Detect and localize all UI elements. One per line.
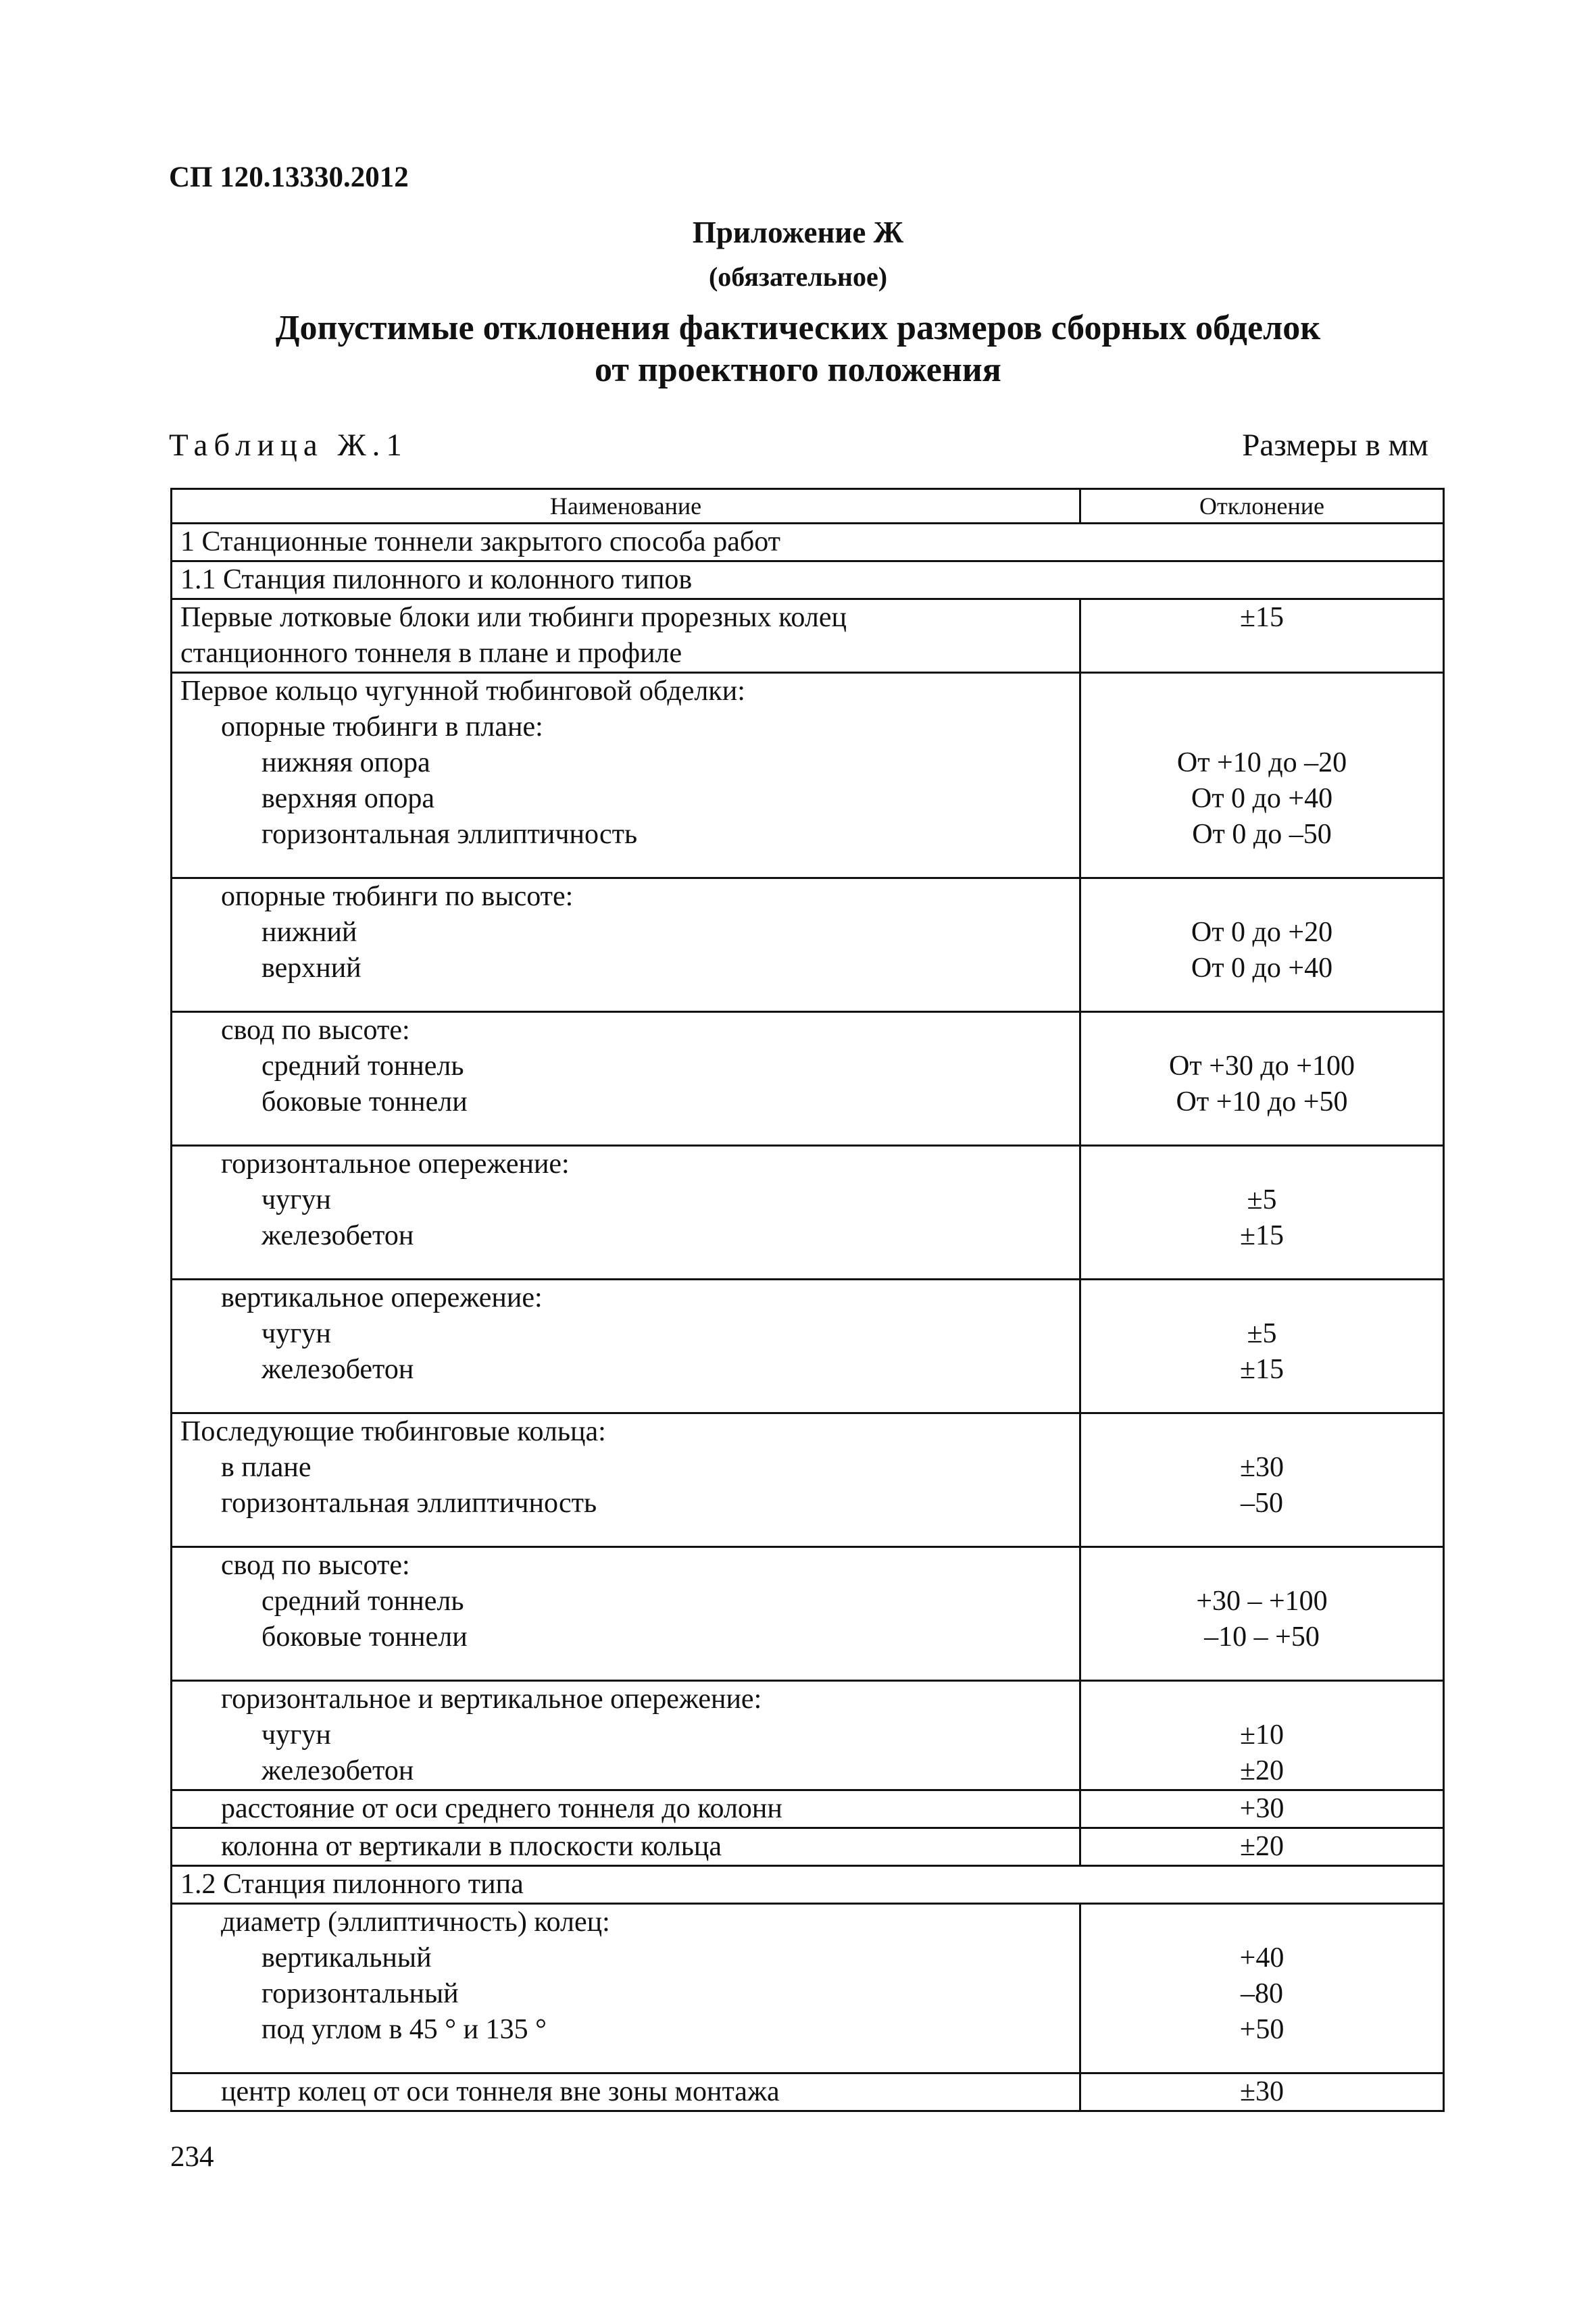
row-name: расстояние от оси среднего тоннеля до колонн (221, 1793, 782, 1824)
page-number: 234 (170, 2141, 214, 2173)
table-row (172, 877, 1443, 1011)
row-name: боковые тоннели (261, 1621, 468, 1653)
row-value: –10 – +50 (1204, 1621, 1320, 1653)
row-value: ±20 (1239, 1831, 1285, 1862)
row-subheading: опорные тюбинги по высоте: (221, 881, 574, 912)
row-subheading: свод по высоте: (221, 1550, 410, 1581)
row-name: Первые лотковые блоки или тюбинги прорезных колец (180, 602, 847, 633)
table-row (172, 1145, 1443, 1278)
table-row (172, 672, 1443, 877)
row-name: вертикальный (261, 1942, 432, 1973)
row-name: железобетон (261, 1354, 414, 1385)
row-value: От 0 до +40 (1191, 953, 1333, 984)
row-value: От 0 до +20 (1191, 917, 1333, 948)
row-subheading: диаметр (эллиптичность) колец: (221, 1907, 610, 1938)
row-value: От 0 до +40 (1191, 783, 1333, 814)
row-value: –50 (1241, 1488, 1283, 1519)
row-subheading: вертикальное опережение: (221, 1282, 543, 1313)
row-value: ±5 (1247, 1184, 1277, 1215)
table-row (172, 1412, 1443, 1546)
row-name: верхняя опора (261, 783, 434, 814)
section-title: 1.1 Станция пилонного и колонного типов (180, 564, 693, 595)
row-name: верхний (261, 953, 361, 984)
row-name: чугун (261, 1184, 331, 1215)
row-name: средний тоннель (261, 1586, 464, 1617)
table-row (172, 2072, 1443, 2110)
table-row (172, 1827, 1443, 1865)
section-row (172, 522, 1443, 560)
row-value: ±10 (1239, 1719, 1285, 1751)
title-line: Допустимые отклонения фактических размеров сборных обделок (275, 309, 1321, 347)
row-value: От +10 до –20 (1176, 747, 1347, 778)
section-title: 1.2 Станция пилонного типа (180, 1869, 524, 1900)
row-value: ±5 (1247, 1318, 1277, 1349)
row-name: чугун (261, 1719, 331, 1751)
table-row (172, 1903, 1443, 2072)
row-subheading: горизонтальное опережение: (221, 1149, 570, 1180)
column-header-deviation: Отклонение (1199, 493, 1324, 520)
table-caption: Таблица Ж.1 (169, 428, 408, 463)
page-title (0, 307, 1596, 391)
table-row (172, 1011, 1443, 1145)
table-row (172, 1278, 1443, 1412)
row-value: +30 (1239, 1793, 1285, 1824)
column-header-name: Наименование (549, 493, 702, 520)
row-name: горизонтальная эллиптичность (221, 1488, 597, 1519)
row-value: От +10 до +50 (1176, 1086, 1348, 1117)
row-name: железобетон (261, 1220, 414, 1251)
document-code: СП 120.13330.2012 (169, 161, 409, 193)
appendix-title: Приложение Ж (692, 216, 904, 249)
row-name: средний тоннель (261, 1051, 464, 1082)
row-name: горизонтальный (261, 1978, 459, 2009)
appendix-note: (обязательное) (708, 261, 888, 292)
row-value: ±30 (1239, 2076, 1285, 2107)
row-name: под углом в 45 ° и 135 ° (261, 2014, 547, 2045)
row-group-heading: Первое кольцо чугунной тюбинговой обделки: (180, 676, 745, 707)
section-title: 1 Станционные тоннели закрытого способа работ (180, 526, 781, 557)
row-value: ±15 (1239, 1220, 1285, 1251)
title-line: от проектного положения (595, 351, 1001, 389)
row-subheading: свод по высоте: (221, 1015, 410, 1046)
row-value: ±15 (1239, 1354, 1285, 1385)
table-row (172, 1789, 1443, 1827)
row-name: центр колец от оси тоннеля вне зоны монтажа (221, 2076, 780, 2107)
row-group-heading: Последующие тюбинговые кольца: (180, 1416, 606, 1447)
row-value: От 0 до –50 (1192, 819, 1332, 850)
row-name: в плане (221, 1452, 311, 1483)
table-header-row (172, 490, 1443, 522)
row-name: горизонтальная эллиптичность (261, 819, 638, 850)
row-value: +30 – +100 (1196, 1586, 1328, 1617)
row-name: боковые тоннели (261, 1086, 468, 1117)
row-name: железобетон (261, 1755, 414, 1786)
table-row (172, 1546, 1443, 1680)
section-row (172, 560, 1443, 598)
row-subheading: горизонтальное и вертикальное опережение: (221, 1684, 762, 1715)
section-row (172, 1865, 1443, 1903)
row-name: чугун (261, 1318, 331, 1349)
units-note: Размеры в мм (1242, 428, 1428, 463)
table-row (172, 598, 1443, 672)
deviations-table (170, 488, 1445, 2112)
row-value: ±30 (1239, 1452, 1285, 1483)
row-value: +40 (1239, 1942, 1285, 1973)
row-name: колонна от вертикали в плоскости кольца (221, 1831, 722, 1862)
row-value: +50 (1239, 2014, 1285, 2045)
row-name: нижняя опора (261, 747, 430, 778)
row-subheading: опорные тюбинги в плане: (221, 711, 543, 743)
row-name: нижний (261, 917, 357, 948)
row-value: –80 (1241, 1978, 1283, 2009)
row-value: ±15 (1239, 602, 1285, 633)
row-value: ±20 (1239, 1755, 1285, 1786)
row-value: От +30 до +100 (1169, 1051, 1355, 1082)
row-name: станционного тоннеля в плане и профиле (180, 638, 682, 669)
table-row (172, 1680, 1443, 1789)
